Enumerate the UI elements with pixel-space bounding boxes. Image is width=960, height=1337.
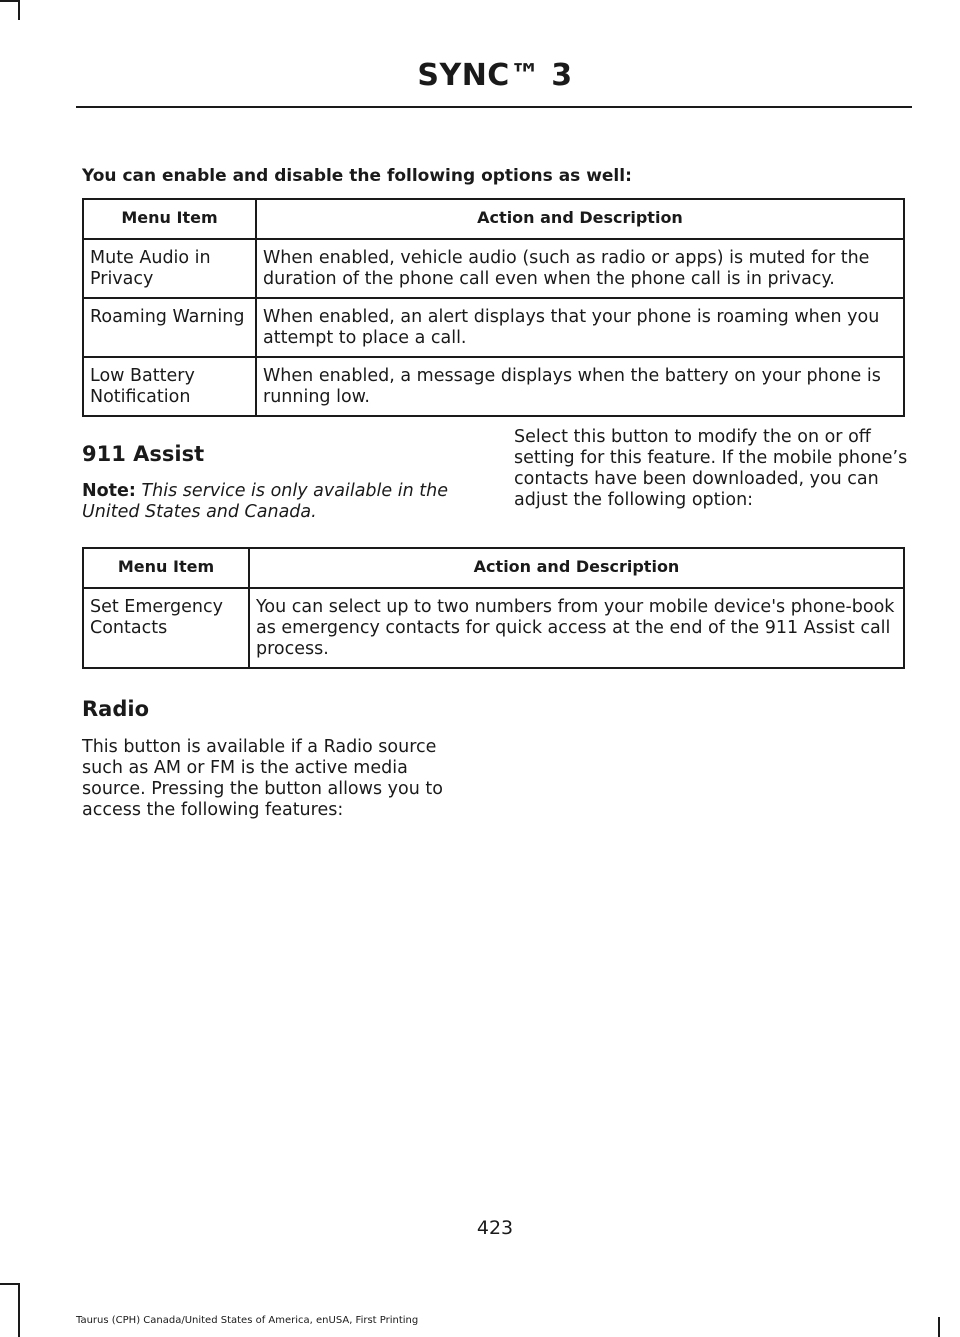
page-number: 423 bbox=[476, 1217, 514, 1239]
description-cell: You can select up to two numbers from your mobile device's phone-book as emergency contacts for quick access at the end of the 911 Assist call process. bbox=[249, 588, 904, 668]
table-row bbox=[83, 239, 904, 298]
crop-mark-top-left bbox=[0, 0, 20, 2]
table-header-row bbox=[83, 548, 904, 588]
menu-item-cell: Mute Audio in Privacy bbox=[83, 239, 256, 298]
table-row bbox=[83, 298, 904, 357]
table-header-row bbox=[83, 199, 904, 239]
column-header: Action and Description bbox=[256, 199, 904, 239]
description-cell: When enabled, an alert displays that your phone is roaming when you attempt to place a call. bbox=[256, 298, 904, 357]
crop-mark-bottom-right bbox=[938, 1317, 940, 1337]
description-cell: When enabled, a message displays when the battery on your phone is running low. bbox=[256, 357, 904, 416]
intro-text: You can enable and disable the following options as well: bbox=[82, 166, 632, 186]
table-row bbox=[83, 357, 904, 416]
section-heading-radio: Radio bbox=[82, 697, 149, 721]
column-header: Menu Item bbox=[83, 548, 249, 588]
page-title: SYNC™ 3 bbox=[417, 58, 573, 93]
column-header: Menu Item bbox=[83, 199, 256, 239]
menu-item-cell: Set Emergency Contacts bbox=[83, 588, 249, 668]
radio-paragraph: This button is available if a Radio source such as AM or FM is the active media source. Pressing the button allows you to access the following features: bbox=[82, 737, 443, 820]
note bbox=[82, 481, 467, 523]
section-heading-911-assist: 911 Assist bbox=[82, 442, 205, 466]
crop-mark-bottom-left bbox=[18, 1283, 20, 1337]
note-text: This service is only available in the United States and Canada. bbox=[82, 481, 448, 522]
emergency-options-table bbox=[82, 547, 905, 669]
column-header: Action and Description bbox=[249, 548, 904, 588]
menu-item-cell: Low Battery Notification bbox=[83, 357, 256, 416]
crop-mark-top-left bbox=[18, 0, 20, 20]
header-divider bbox=[76, 106, 912, 108]
note-label: Note: bbox=[82, 481, 136, 501]
assist-paragraph: Select this button to modify the on or off setting for this feature. If the mobile phone’s contacts have been downloaded, you can adjust the following option: bbox=[514, 427, 908, 510]
footer-text: Taurus (CPH) Canada/United States of America, enUSA, First Printing bbox=[76, 1315, 419, 1326]
crop-mark-bottom-left bbox=[0, 1283, 20, 1285]
description-cell: When enabled, vehicle audio (such as radio or apps) is muted for the duration of the phone call even when the phone call is in privacy. bbox=[256, 239, 904, 298]
table-row bbox=[83, 588, 904, 668]
options-table bbox=[82, 198, 905, 417]
menu-item-cell: Roaming Warning bbox=[83, 298, 256, 357]
